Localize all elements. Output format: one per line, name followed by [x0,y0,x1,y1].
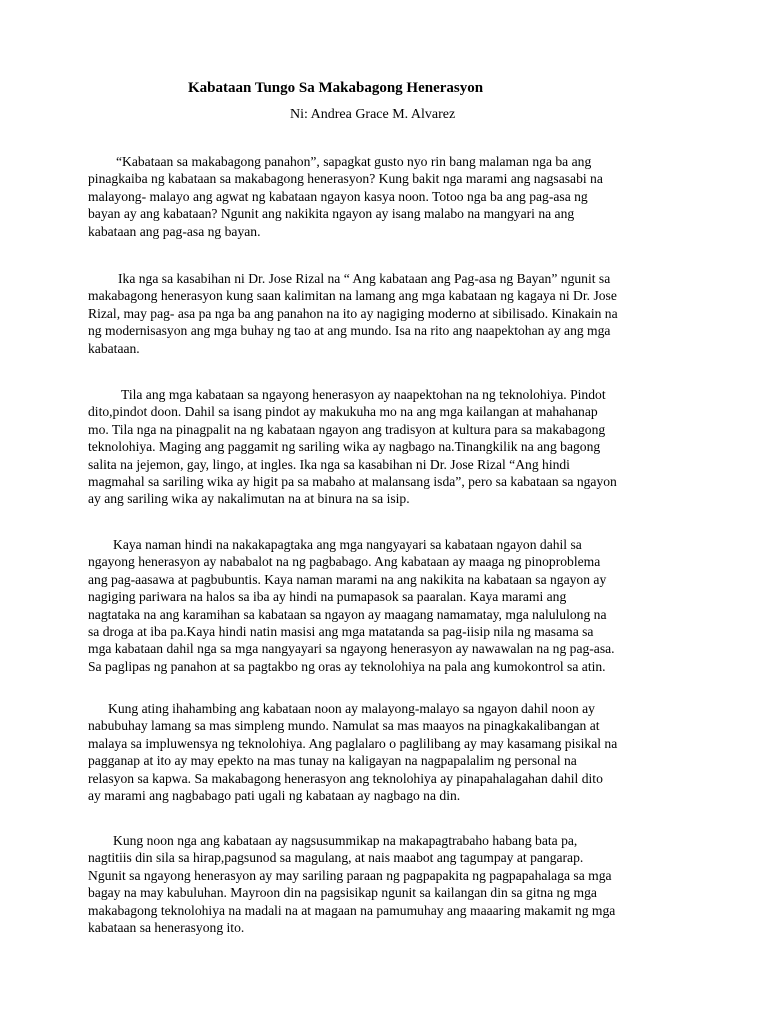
paragraph-line: bagay na may kabuluhan. Mayroon din na pagsisikap ngunit sa kailangan din sa gitna ng mga [88,885,597,901]
paragraph-line: Sa paglipas ng panahon at sa pagtakbo ng oras ay teknolohiya na pala ang kumokontrol sa atin. [88,658,606,674]
paragraph-line: pagganap at ito ay may epekto na mas tunay na kaligayan na nagpapalalim ng personal na [88,753,577,769]
paragraph-line: ang pag-aasawa at pagbubuntis. Kaya naman marami na ang nakikita na kabataan sa ngayon ay [88,571,607,587]
paragraph-1 [88,153,728,240]
paragraph-line: malaya sa impluwensya ng teknolohiya. Ang paglalaro o paglilibang ay may kasamang pisikal na [88,735,618,751]
paragraph-line: ng modernisasyon ang mga buhay ng tao at ang mundo. Isa na rito ang naapektohan ay ang mga [88,323,611,339]
paragraph-line: nagtataka na ang karamihan sa kabataan sa ngayon ay maagang namamatay, mga nalululong na [88,606,607,622]
paragraph-line: Rizal, may pag- asa pa nga ba ang panahon na ito ay nagiging moderno at sibilisado. Kinakain na [88,305,618,321]
author-byline: Ni: Andrea Grace M. Alvarez [290,107,456,122]
paragraph-4 [88,536,728,675]
paragraph-line: kabataan ang pag-asa ng bayan. [88,223,261,239]
paragraph-2 [88,270,728,357]
paragraph-line: kabataan. [88,340,140,356]
paragraph-line: sa droga at iba pa.Kaya hindi natin masisi ang mga matatanda sa pag-iisip nila ng masama sa [88,624,594,640]
paragraph-line: mga kabataan dahil nga sa mga nangyayari sa ngayong henerasyon ay nawawalan na ng pag-asa. [88,641,615,657]
paragraph-line: mo. Tila nga na pinagpalit na ng kabataan ngayon ang tradisyon at kultura para sa makabagong [88,421,606,437]
paragraph-line: Tila ang mga kabataan sa ngayong henerasyon ay naapektohan na ng teknolohiya. Pindot [121,387,606,402]
paragraph-line: teknolohiya. Maging ang paggamit ng sariling wika ay nagbago na.Tinangkilik na ang bagong [88,439,601,455]
paragraph-line: nagiging pariwara na halos sa iba ay hindi na pumapasok sa paaralan. Kaya marami ang [88,589,567,605]
paragraph-line: “Kabataan sa makabagong panahon”, sapagkat gusto nyo rin bang malaman nga ba ang [116,154,592,169]
paragraph-line: kabataan sa henerasyong ito. [88,920,245,936]
paragraph-line: makabagong henerasyon kung saan kalimitan na lamang ang mga kabataan ng kagaya ni Dr. Jose [88,288,617,304]
paragraph-line: ngayong henerasyon ay nababalot na ng pagbabago. Ang kabataan ay maaga ng pinoproblema [88,554,601,570]
paragraph-line: Ika nga sa kasabihan ni Dr. Jose Rizal na “ Ang kabataan ang Pag-asa ng Bayan” ngunit sa [118,271,611,286]
paragraph-line: ay ang sariling wika ay nakalimutan na at binura na sa isip. [88,491,410,507]
paragraph-line: nagtitiis din sila sa hirap,pagsunod sa magulang, at nais maabot ang tagumpay at pangarap. [88,850,584,866]
paragraph-line: magmahal sa sariling wika ay higit pa sa mabaho at malansang isda”, pero sa kabataan sa ngayon [88,474,617,490]
paragraph-line: Ngunit sa ngayong henerasyon ay may sariling paraan ng pagpapakita ng pagpapahalaga sa mga [88,867,612,883]
paragraph-line: makabagong teknolohiya na madali na at magaan na pamumuhay ang maaaring makamit ng mga [88,902,616,918]
paragraph-line: salita na jejemon, gay, lingo, at ingles. Ika nga sa kasabihan ni Dr. Jose Rizal “Ang hindi [88,456,570,472]
paragraph-line: ay marami ang nagbabago pati ugali ng kabataan ay nagbago na din. [88,788,461,804]
paragraph-line: pinagkaiba ng kabataan sa makabagong henerasyon? Kung bakit nga marami ang nagsasabi na [88,171,603,187]
paragraph-line: Kung noon nga ang kabataan ay nagsusummikap na makapagtrabaho habang bata pa, [113,833,578,848]
paragraph-line: Kung ating ihahambing ang kabataan noon ay malayong-malayo sa ngayon dahil noon ay [108,701,595,716]
paragraph-line: dito,pindot doon. Dahil sa isang pindot ay makukuha mo na ang mga kailangan at mahahanap [88,404,598,420]
paragraph-line: nabubuhay lamang sa mas simpleng mundo. Namulat sa mas maayos na pinagkakalibangan at [88,718,600,734]
paragraph-5 [88,700,728,804]
paragraph-line: Kaya naman hindi na nakakapagtaka ang mga nangyayari sa kabataan ngayon dahil sa [113,537,582,552]
document-title: Kabataan Tungo Sa Makabagong Henerasyon [188,80,484,96]
paragraph-line: malayong- malayo ang agwat ng kabataan ngayon kasya noon. Totoo nga ba ang pag-asa ng [88,188,588,204]
paragraph-6 [88,832,728,936]
paragraph-line: bayan ay ang kabataan? Ngunit ang nakikita ngayon ay isang malabo na mangyari na ang [88,206,575,222]
paragraph-line: relasyon sa kapwa. Sa makabagong henerasyon ang teknolohiya ay pinapahalagahan dahil dito [88,770,603,786]
paragraph-3 [88,386,728,508]
